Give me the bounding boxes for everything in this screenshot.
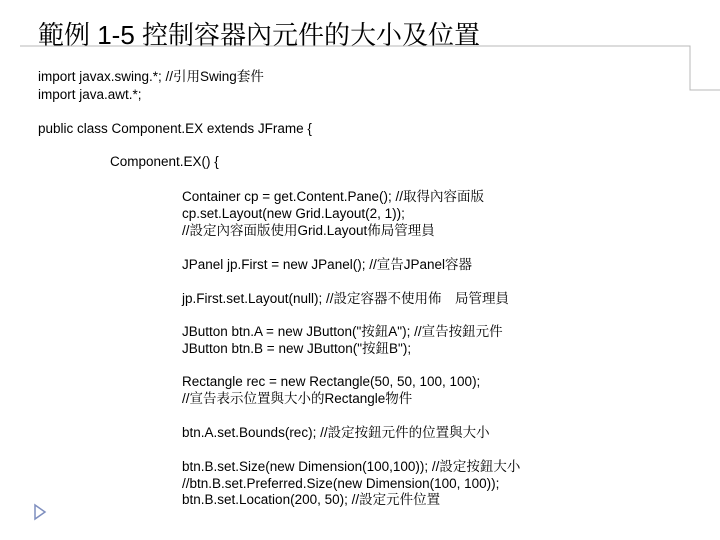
code-line: btn.B.set.Size(new Dimension(100,100)); //設定按鈕大小 (182, 459, 521, 474)
code-line: //設定內容面版使用Grid.Layout佈局管理員 (182, 223, 435, 238)
code-line: jp.First.set.Layout(null); //設定容器不使用佈 局管理員 (182, 291, 510, 306)
slide-title: 範例 1-5 控制容器內元件的大小及位置 (38, 20, 481, 50)
code-line: JPanel jp.First = new JPanel(); //宣告JPanel容器 (182, 257, 472, 272)
code-line: import javax.swing.*; //引用Swing套件 (38, 69, 264, 84)
code-line: Component.EX() { (110, 154, 219, 169)
code-line: //宣告表示位置與大小的Rectangle物件 (182, 391, 413, 406)
code-line: JButton btn.B = new JButton("按鈕B"); (182, 341, 412, 356)
code-line: public class Component.EX extends JFrame { (38, 121, 312, 136)
code-line: JButton btn.A = new JButton("按鈕A"); //宣告按鈕元件 (182, 324, 503, 339)
code-line: btn.A.set.Bounds(rec); //設定按鈕元件的位置與大小 (182, 425, 490, 440)
code-line: cp.set.Layout(new Grid.Layout(2, 1)); (182, 206, 405, 221)
code-line: btn.B.set.Location(200, 50); //設定元件位置 (182, 492, 441, 507)
code-line: Rectangle rec = new Rectangle(50, 50, 100, 100); (182, 374, 481, 389)
triangle-bullet-icon (33, 503, 47, 521)
code-line: import java.awt.*; (38, 87, 142, 102)
code-line: Container cp = get.Content.Pane(); //取得內容面版 (182, 189, 485, 204)
code-line: //btn.B.set.Preferred.Size(new Dimension(100, 100)); (182, 476, 500, 491)
